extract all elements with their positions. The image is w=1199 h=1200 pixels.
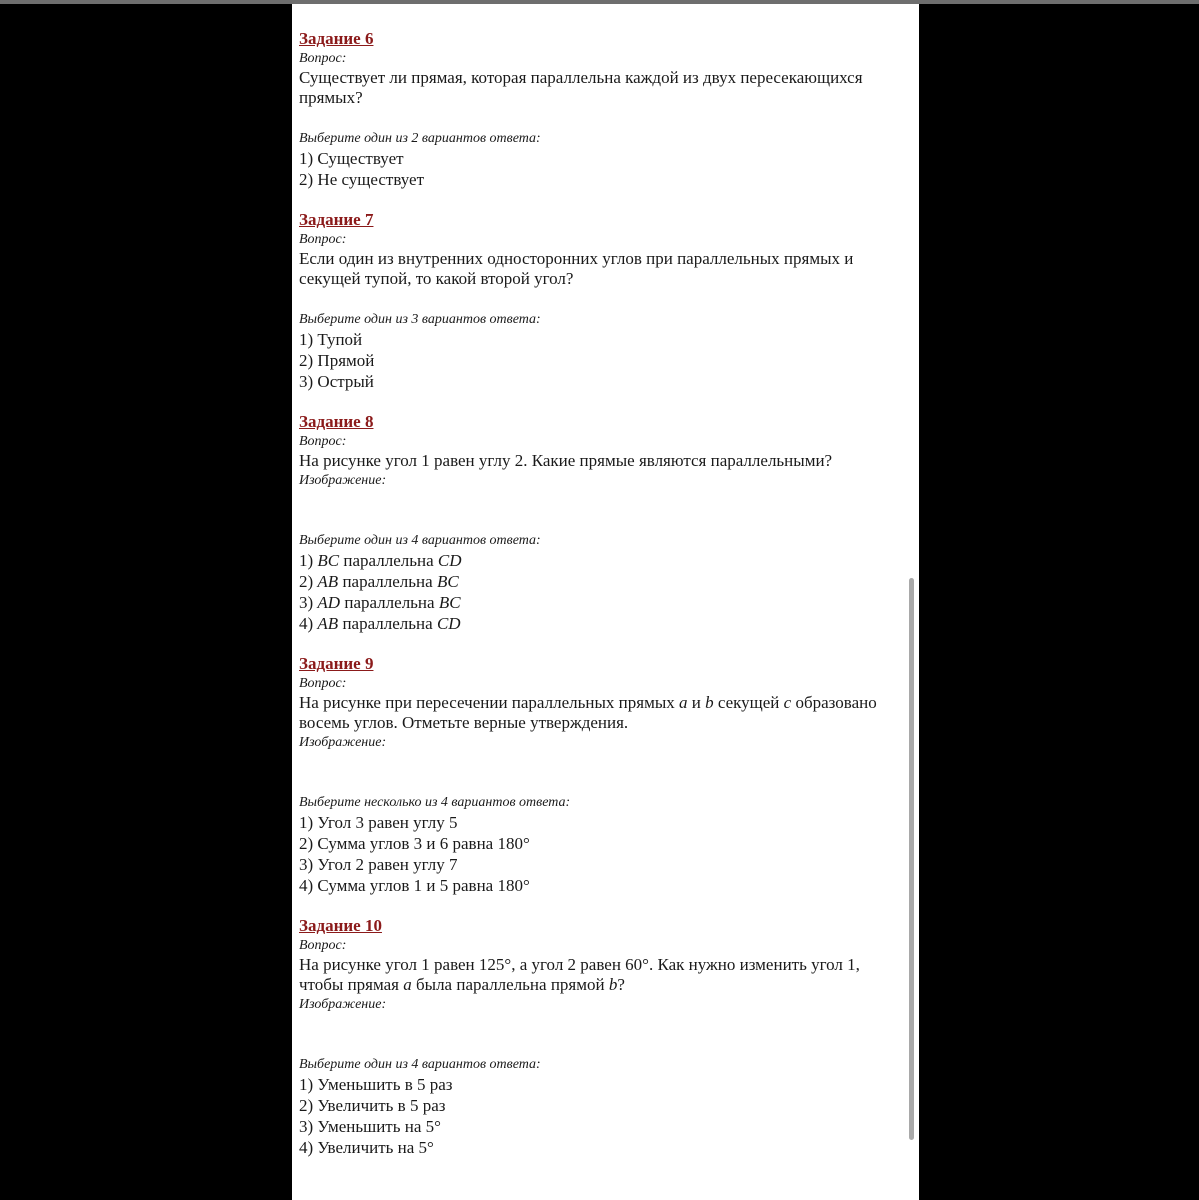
answer-number: 3): [299, 593, 318, 612]
answer-prompt: Выберите один из 4 вариантов ответа:: [299, 533, 541, 548]
answer-option: [299, 571, 905, 592]
question-fragment: секущей: [713, 693, 784, 712]
answer-option: [299, 613, 905, 634]
scrollbar-thumb[interactable]: [909, 578, 914, 1140]
question-fragment: На рисунке угол 1 равен 125°, а угол 2 равен 60°. Как нужно изменить угол 1, чтобы прямая: [299, 955, 860, 994]
answer-option: 1) Тупой: [299, 330, 363, 349]
task-title: Задание 8: [299, 412, 374, 431]
task-title: Задание 6: [299, 29, 374, 48]
answer-prompt: Выберите несколько из 4 вариантов ответа:: [299, 795, 571, 810]
image-caption: Изображение:: [299, 997, 387, 1012]
answer-option: 3) Острый: [299, 372, 374, 391]
question-fragment: и: [687, 693, 706, 712]
task-8: [299, 412, 905, 634]
answer-option: 2) Не существует: [299, 170, 425, 189]
question-fragment: образовано восемь углов. Отметьте верные утверждения.: [299, 693, 877, 732]
question-caption: Вопрос:: [299, 676, 347, 691]
document-page: [292, 4, 919, 1200]
answer-list: [299, 1074, 905, 1158]
question-text: Если один из внутренних односторонних углов при параллельных прямых и секущей тупой, то какой второй угол?: [299, 249, 854, 288]
answer-prompt: Выберите один из 4 вариантов ответа:: [299, 1057, 541, 1072]
line-name: a: [403, 975, 412, 994]
answer-option: [299, 550, 905, 571]
answer-option: 2) Прямой: [299, 351, 375, 370]
answer-number: 2): [299, 572, 318, 591]
task-7: [299, 210, 905, 392]
spacer: [299, 108, 905, 129]
image-placeholder: [299, 752, 905, 793]
answer-option: 4) Сумма углов 1 и 5 равна 180°: [299, 876, 530, 895]
task-title: Задание 10: [299, 916, 382, 935]
question-fragment: была параллельна прямой: [411, 975, 609, 994]
question-text: На рисунке угол 1 равен углу 2. Какие прямые являются параллельными?: [299, 451, 833, 470]
answer-option: 3) Уменьшить на 5°: [299, 1117, 441, 1136]
question-fragment: ?: [617, 975, 625, 994]
answer-list: [299, 550, 905, 634]
answer-option: [299, 592, 905, 613]
answer-number: 1): [299, 551, 318, 570]
answer-option: 1) Существует: [299, 149, 404, 168]
line-name: AD: [317, 593, 341, 612]
answer-word: параллельна: [340, 593, 439, 612]
line-name: BC: [438, 593, 461, 612]
question-caption: Вопрос:: [299, 232, 347, 247]
task-title: Задание 7: [299, 210, 374, 229]
answer-prompt: Выберите один из 2 вариантов ответа:: [299, 131, 541, 146]
line-name: AB: [317, 572, 339, 591]
answer-option: 3) Угол 2 равен углу 7: [299, 855, 458, 874]
image-placeholder: [299, 490, 905, 531]
line-name: c: [783, 693, 792, 712]
line-name: BC: [317, 551, 340, 570]
line-name: CD: [436, 614, 461, 633]
answer-number: 4): [299, 614, 318, 633]
task-10: [299, 916, 905, 1158]
line-name: a: [679, 693, 688, 712]
task-title: Задание 9: [299, 654, 374, 673]
spacer: [299, 289, 905, 310]
answer-list: [299, 148, 905, 190]
line-name: BC: [436, 572, 459, 591]
answer-list: [299, 812, 905, 896]
question-text: [299, 955, 905, 995]
answer-option: 4) Увеличить на 5°: [299, 1138, 434, 1157]
question-caption: Вопрос:: [299, 938, 347, 953]
task-9: [299, 654, 905, 896]
image-caption: Изображение:: [299, 473, 387, 488]
line-name: CD: [437, 551, 462, 570]
answer-option: 1) Уменьшить в 5 раз: [299, 1075, 453, 1094]
answer-prompt: Выберите один из 3 вариантов ответа:: [299, 312, 541, 327]
question-caption: Вопрос:: [299, 434, 347, 449]
question-fragment: На рисунке при пересечении параллельных прямых: [299, 693, 679, 712]
line-name: AB: [317, 614, 339, 633]
line-name: b: [608, 975, 618, 994]
answer-option: 2) Сумма углов 3 и 6 равна 180°: [299, 834, 530, 853]
answer-list: [299, 329, 905, 392]
question-text: Существует ли прямая, которая параллельна каждой из двух пересекающихся прямых?: [299, 68, 863, 107]
answer-word: параллельна: [339, 551, 438, 570]
answer-word: параллельна: [338, 572, 437, 591]
line-name: b: [705, 693, 714, 712]
image-caption: Изображение:: [299, 735, 387, 750]
document-content: [299, 29, 905, 1178]
task-6: [299, 29, 905, 190]
question-caption: Вопрос:: [299, 51, 347, 66]
image-placeholder: [299, 1014, 905, 1055]
answer-word: параллельна: [338, 614, 437, 633]
answer-option: 1) Угол 3 равен углу 5: [299, 813, 458, 832]
answer-option: 2) Увеличить в 5 раз: [299, 1096, 446, 1115]
question-text: [299, 693, 905, 733]
